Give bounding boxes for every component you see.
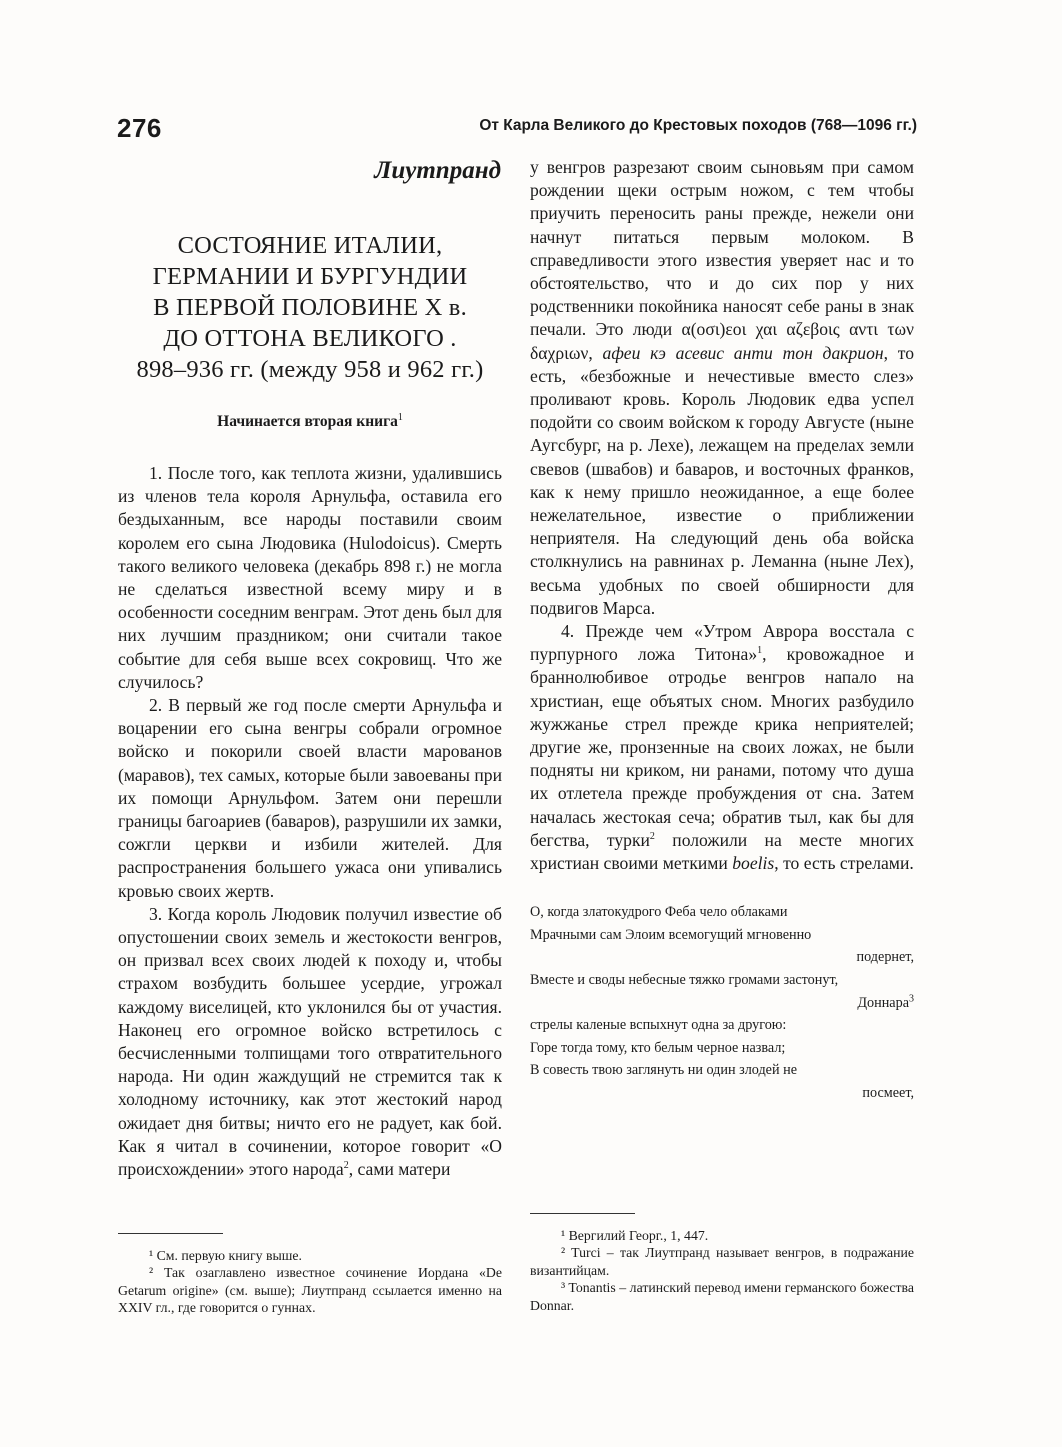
poem-word: Доннара (857, 994, 909, 1011)
poem-line: Мрачными сам Элоим всемогущий мгновенно (530, 926, 812, 943)
title-line: ДО ОТТОНА ВЕЛИКОГО . (163, 325, 457, 352)
footnote-ref: 1 (757, 645, 763, 657)
footnote-ref: 2 (649, 831, 655, 843)
page-number: 276 (117, 113, 162, 143)
chapter-title (118, 230, 502, 385)
footnote: ² Так озаглавлено известное сочинение Иордана «De Getarum origine» (см. выше); Лиутпранд ссылается именно на XXIV гл., где говорится о гуннах. (118, 1265, 502, 1316)
paragraph-2: 2. В первый же год после смерти Арнульфа и воцарении его сына венгры собрали огромное войско и покорили своей власти марованов (маравов), тех самых, которые были завоеваны при их помощи Арнульфом. Затем они перешли границы багоариев (баваров), разрушили их замки, сожгли церкви и избили жителей. Для распространения большего ужаса они упивались кровью своих жертв. (118, 695, 502, 901)
p4-b: , кровожадное и браннолюбивое отродье венгров напало на христиан, еще объятых сном. Многих разбудило жужжанье стрел прежде крика неприятелей; другие же, пронзенные на своих ложах, не были подняты ни криком, ни ранами, потому что душа их отлетела прежде пробуждения от сна. Затем началась жестокая сеча; обратив тыл, как бы для бегства, турки (530, 644, 914, 850)
title-line: СОСТОЯНИЕ ИТАЛИИ, (177, 232, 443, 259)
poem-line: посмеет, (862, 1085, 914, 1102)
paragraph-3-text: 3. Когда король Людовик получил известие об опустошении своих земель и жестокости венгров, он призвал всех своих людей к походу и, чтобы страхом возбудить большее усердие, угрожал каждому виселицей, кто уклонился бы от участия. Наконец его огромное войско встретилось с бесчисленными толпищами того отвратительного народа. Ни один жаждущий не стремится так к холодному источнику, как этот жестокий народ ожидает дня битвы; ничто его не радует, как бой. Как я читал в сочинении, которое говорит «О происхождении» этого народа (118, 903, 502, 1180)
poem-line: подернет, (856, 949, 914, 966)
footnotes-left (118, 1233, 502, 1317)
footnote: ¹ Вергилий Георг., 1, 447. (561, 1228, 709, 1243)
paragraph-3-end: , сами матери (348, 1159, 451, 1180)
running-title: От Карла Великого до Крестовых походов (768—1096 гг.) (479, 117, 917, 134)
right-column (530, 156, 914, 1105)
p4-d: , то есть стрелами. (774, 853, 914, 874)
left-column (118, 156, 502, 1181)
book-start-text: Начинается вторая книга (217, 413, 398, 430)
title-line: В ПЕРВОЙ ПОЛОВИНЕ X в. (153, 294, 467, 321)
poem-line: Вместе и своды небесные тяжко громами застонут, (530, 972, 839, 989)
poem-line: стрелы каленые вспыхнут одна за другою: (530, 1017, 787, 1034)
poem-line: В совесть твою заглянуть ни один злодей не (530, 1062, 798, 1079)
p3-cont-b: , то есть, «безбожные и нечестивые вместо слез» проливают кровь. Король Людовик едва успел подойти со своим войском к городу Августе (ныне Аугсбург, на р. Лехе), лежащем на пределах земли свевов (швабов) и баваров, и восточных франков, как к нему пришло неожиданное, а еще более нежелательное, известие о приближении неприятеля. На следующий день оба войска столкнулись на равнинах р. Леманна (ныне Лех), весьма удобных по своей обширности для подвигов Марса. (530, 342, 914, 618)
paragraph-1: 1. После того, как теплота жизни, удалившись из членов тела короля Арнульфа, оставила его бездыханным, все народы поставили своим королем его сына Людовика (Hulodoicus). Смерть такого великого человека (декабрь 898 г.) не могла не сделаться известной всему миру и в особенности соседним венграм. Этот день был для них лучшим праздником; они считали такое событие для себя выше всех сокровищ. Что же случилось? (118, 463, 502, 692)
book-start-heading (118, 413, 502, 431)
footnote-ref: 3 (909, 992, 914, 1004)
author-name: Лиутпранд (374, 157, 501, 184)
p4-a: 4. Прежде чем «Утром Аврора восстала с пурпурного ложа Титона» (530, 621, 914, 665)
paragraph-3-continued (530, 156, 914, 620)
paragraph-4 (530, 620, 914, 875)
p4-italic: boelis (732, 853, 775, 874)
p4-c: положили на месте многих христиан своими меткими (530, 829, 914, 874)
footnote: ¹ См. первую книгу выше. (149, 1248, 302, 1263)
poem-line: О, когда златокудрого Феба чело облаками (530, 904, 788, 921)
footnote: ³ Tonantis – латинский перевод имени германского божества Donnar. (530, 1280, 914, 1313)
poem-line (530, 992, 914, 1015)
p3-cont-italic: афеи кэ асевис анти тон дакрион (602, 342, 884, 363)
paragraph-3 (118, 903, 502, 1181)
footnote-ref: 1 (397, 411, 403, 423)
footnote-ref: 2 (343, 1160, 349, 1172)
poem (530, 901, 914, 1104)
title-line: ГЕРМАНИИ И БУРГУНДИИ (152, 263, 468, 290)
title-line: 898–936 гг. (между 958 и 962 гг.) (136, 356, 484, 383)
poem-line: Горе тогда тому, кто белым черное назвал; (530, 1039, 786, 1056)
footnotes-right (530, 1213, 914, 1314)
p3-cont-a: у венгров разрезают своим сыновьям при самом рождении щеки острым ножом, с тем чтобы приучить переносить раны прежде, нежели они начнут питаться первым молоком. В справедливости этого известия уверяет нас и то обстоятельство, что и до сих пор у них родственники покойника наносят себе раны в знак печали. Это люди α(οσι)εοι χαι αζεβοις αντι των δαχριων, (530, 157, 914, 363)
footnote: ² Turci – так Лиутпранд называет венгров, в подражание византийцам. (530, 1245, 914, 1278)
